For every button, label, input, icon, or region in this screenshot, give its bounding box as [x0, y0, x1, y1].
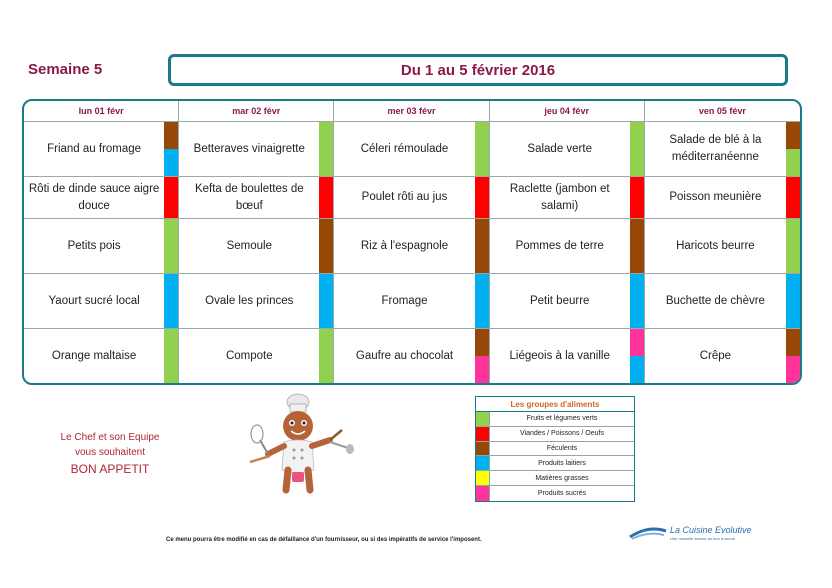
food-group-swatch [475, 177, 489, 218]
dish-cell [179, 274, 333, 329]
dish-name: Haricots beurre [676, 239, 755, 252]
day-column [179, 101, 334, 383]
day-column [645, 101, 800, 383]
dish-cell [334, 274, 488, 329]
food-group-swatch [475, 219, 489, 273]
food-group-swatch [786, 219, 800, 273]
dish-name: Compote [225, 349, 273, 362]
logo-name: La Cuisine Evolutive [670, 525, 752, 535]
food-group-swatch [164, 274, 178, 328]
food-group-bar [319, 122, 333, 176]
dish-cell [334, 122, 488, 177]
food-group-bar [630, 177, 644, 218]
food-group-bar [630, 122, 644, 176]
food-group-swatch [164, 329, 178, 383]
legend-label: Féculents [546, 444, 578, 452]
dish-name: Liégeois à la vanille [509, 349, 610, 362]
food-group-swatch [475, 274, 489, 328]
food-group-swatch [319, 274, 333, 328]
food-group-bar [786, 122, 800, 176]
dish-cell [334, 219, 488, 274]
food-group-swatch [630, 177, 644, 218]
food-group-swatch [475, 329, 489, 356]
legend-title: Les groupes d'aliments [476, 397, 634, 412]
dish-cell [490, 122, 644, 177]
food-group-bar [164, 122, 178, 176]
food-group-swatch [630, 356, 644, 383]
day-header: lun 01 févr [24, 101, 178, 122]
food-group-swatch [786, 122, 800, 149]
chef-message-line1: Le Chef et son Equipe [60, 432, 160, 443]
dish-cell [334, 177, 488, 219]
food-group-bar [475, 274, 489, 328]
food-group-swatch [786, 149, 800, 176]
dish-name: Fromage [381, 294, 428, 307]
dish-name: Ovale les princes [205, 294, 294, 307]
logo-tagline: Une nouvelle saveur au bon à savoir [670, 536, 735, 541]
legend-label: Matières grasses [535, 474, 589, 482]
food-group-bar [319, 177, 333, 218]
dish-cell [645, 219, 800, 274]
dish-name: Poulet rôti au jus [361, 191, 448, 204]
food-group-swatch [319, 122, 333, 176]
day-header: ven 05 févr [645, 101, 800, 122]
food-group-swatch [786, 356, 800, 383]
legend-swatch [476, 442, 490, 456]
legend-label: Produits sucrés [537, 489, 587, 497]
dish-name: Buchette de chèvre [665, 294, 765, 307]
food-group-swatch [786, 274, 800, 328]
food-group-swatch [630, 219, 644, 273]
dish-name: Yaourt sucré local [48, 294, 140, 307]
dish-cell [645, 329, 800, 383]
week-label: Semaine 5 [28, 61, 103, 78]
legend-item [476, 412, 634, 427]
dish-cell [24, 177, 178, 219]
food-group-swatch [475, 356, 489, 383]
dish-cell [490, 177, 644, 219]
food-group-bar [475, 219, 489, 273]
food-group-bar [319, 219, 333, 273]
dish-name: Gaufre au chocolat [355, 349, 454, 362]
legend-item [476, 471, 634, 486]
dish-name: Betteraves vinaigrette [193, 142, 305, 155]
dish-cell [645, 122, 800, 177]
dish-cell [179, 219, 333, 274]
food-groups-legend [475, 396, 635, 502]
food-group-swatch [164, 219, 178, 273]
food-group-bar [164, 274, 178, 328]
dish-name: Salade verte [527, 142, 592, 155]
dish-name: Rôti de dinde sauce aigre douce [28, 182, 160, 212]
food-group-bar [319, 329, 333, 383]
menu-disclaimer: Ce menu pourra être modifié en cas de défaillance d'un fournisseur, ou si des impératifs de service l'imposent. [166, 537, 482, 543]
food-group-bar [786, 219, 800, 273]
dish-name: Pommes de terre [515, 239, 604, 252]
dish-cell [334, 329, 488, 383]
day-header: jeu 04 févr [490, 101, 644, 122]
dish-cell [24, 219, 178, 274]
food-group-swatch [786, 329, 800, 356]
dish-name: Crêpe [699, 349, 732, 362]
dish-cell [24, 274, 178, 329]
dish-cell [179, 122, 333, 177]
dish-cell [490, 219, 644, 274]
dish-name: Salade de blé à la méditerranéenne [669, 134, 762, 163]
food-group-bar [475, 177, 489, 218]
company-logo [628, 525, 788, 545]
weekly-menu-table [22, 99, 802, 385]
chef-message-line2: vous souhaitent [74, 447, 146, 458]
menu-grid [24, 101, 800, 383]
dish-cell [24, 329, 178, 383]
food-group-swatch [164, 122, 178, 149]
day-column [334, 101, 489, 383]
dish-name: Raclette (jambon et salami) [509, 182, 610, 212]
food-group-bar [786, 274, 800, 328]
legend-swatch [476, 427, 490, 441]
legend-swatch [476, 471, 490, 485]
dish-cell [645, 177, 800, 219]
day-header: mar 02 févr [179, 101, 333, 122]
dish-cell [645, 274, 800, 329]
food-group-bar [475, 329, 489, 383]
food-group-bar [164, 219, 178, 273]
chef-mascot-illustration [240, 392, 360, 502]
dish-name: Petits pois [67, 239, 121, 252]
food-group-swatch [630, 329, 644, 356]
legend-label: Produits laitiers [538, 459, 586, 467]
legend-swatch [476, 486, 490, 501]
dish-cell [24, 122, 178, 177]
food-group-bar [786, 177, 800, 218]
legend-swatch [476, 456, 490, 470]
dish-name: Orange maltaise [51, 349, 137, 362]
dish-name: Friand au fromage [47, 142, 142, 155]
legend-swatch [476, 412, 490, 426]
food-group-swatch [319, 177, 333, 218]
food-group-swatch [319, 329, 333, 383]
food-group-bar [475, 122, 489, 176]
chef-message-line3: BON APPETIT [70, 462, 150, 476]
legend-label: Viandes / Poissons / Oeufs [520, 430, 604, 438]
food-group-bar [164, 177, 178, 218]
legend-item [476, 427, 634, 442]
day-column [24, 101, 179, 383]
food-group-bar [630, 219, 644, 273]
food-group-swatch [164, 149, 178, 176]
legend-item [476, 486, 634, 501]
legend-item [476, 456, 634, 471]
dish-name: Poisson meunière [669, 191, 762, 204]
day-header: mer 03 févr [334, 101, 488, 122]
dish-cell [490, 274, 644, 329]
dish-cell [179, 177, 333, 219]
food-group-swatch [164, 177, 178, 218]
dish-name: Riz à l'espagnole [360, 239, 449, 252]
dish-cell [490, 329, 644, 383]
food-group-swatch [319, 219, 333, 273]
dish-name: Céleri rémoulade [360, 142, 449, 155]
dish-name: Petit beurre [529, 294, 590, 307]
food-group-bar [786, 329, 800, 383]
dish-name: Kefta de boulettes de bœuf [194, 182, 304, 212]
chef-message [20, 430, 200, 478]
logo-swoosh-icon [628, 525, 668, 541]
food-group-swatch [630, 122, 644, 176]
food-group-bar [630, 274, 644, 328]
food-group-bar [164, 329, 178, 383]
day-column [490, 101, 645, 383]
dish-cell [179, 329, 333, 383]
date-range-title [168, 54, 788, 86]
food-group-swatch [786, 177, 800, 218]
legend-item [476, 442, 634, 457]
food-group-bar [319, 274, 333, 328]
food-group-swatch [475, 122, 489, 176]
legend-label: Fruits et légumes verts [526, 415, 598, 423]
food-group-bar [630, 329, 644, 383]
dish-name: Semoule [226, 239, 272, 252]
food-group-swatch [630, 274, 644, 328]
date-range-text: Du 1 au 5 février 2016 [400, 61, 556, 79]
